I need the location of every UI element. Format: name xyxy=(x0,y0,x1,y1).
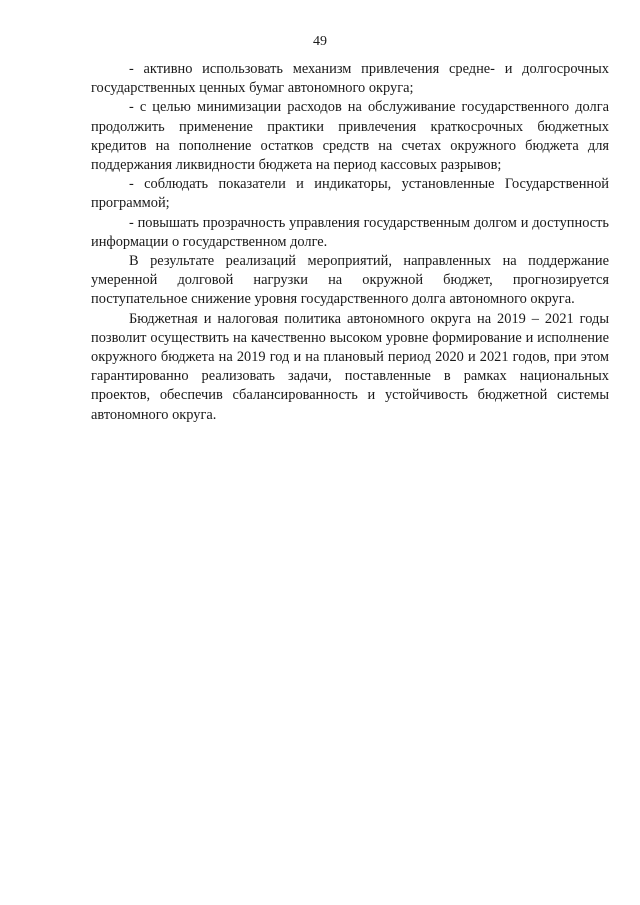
paragraph-bullet-indicators: - соблюдать показатели и индикаторы, установленные Государственной программой; xyxy=(91,176,609,212)
page-number: 49 xyxy=(313,34,327,49)
document-body xyxy=(91,60,609,425)
paragraph-bullet-transparency: - повышать прозрачность управления государственным долгом и доступность информации о государственном долге. xyxy=(91,214,609,250)
paragraph-results: В результате реализаций мероприятий, направленных на поддержание умеренной долговой нагрузки на окружной бюджет, прогнозируется поступательное снижение уровня государственного долга автономного округа. xyxy=(91,253,609,308)
paragraph-bullet-budget-credits: - с целью минимизации расходов на обслуживание государственного долга продолжить применение практики привлечения краткосрочных бюджетных кредитов на пополнение остатков средств на счетах окружного бюджета для поддержания ликвидности бюджета на период кассовых разрывов; xyxy=(91,99,609,174)
paragraph-bullet-securities: - активно использовать механизм привлечения средне- и долгосрочных государственных ценных бумаг автономного округа; xyxy=(91,61,609,97)
paragraph-policy-summary: Бюджетная и налоговая политика автономного округа на 2019 – 2021 годы позволит осуществить на качественно высоком уровне формирование и исполнение окружного бюджета на 2019 год и на плановый период 2020 и 2021 годов, при этом гарантированно реализовать задачи, поставленные в рамках национальных проектов, обеспечив сбалансированность и устойчивость бюджетной системы автономного округа. xyxy=(91,310,609,423)
